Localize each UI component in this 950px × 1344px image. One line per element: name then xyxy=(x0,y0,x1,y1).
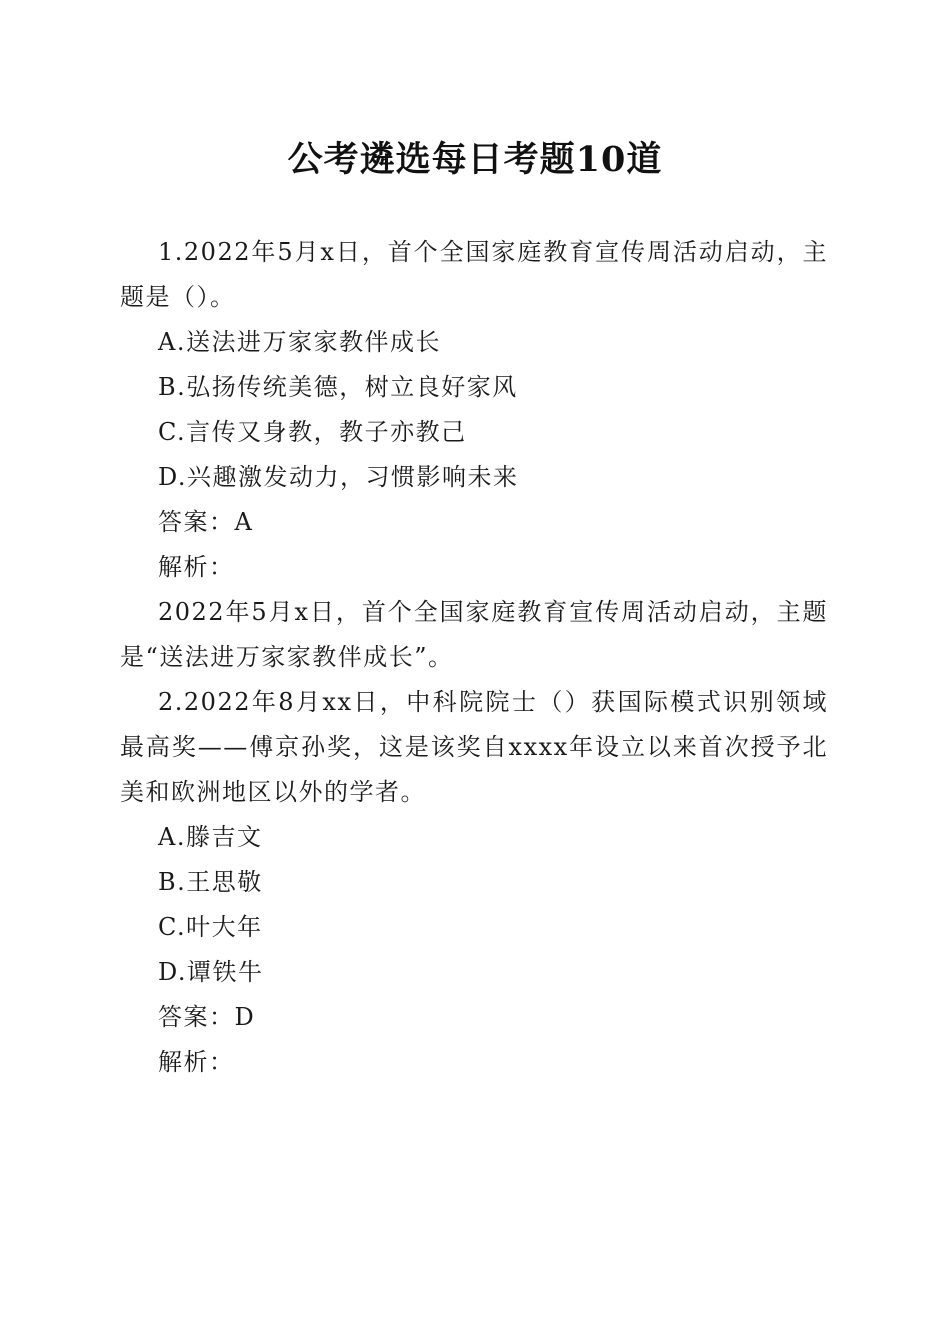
question-1-option-a: A.送法进万家家教伴成长 xyxy=(158,328,441,356)
question-1-option-c: C.言传又身教，教子亦教己 xyxy=(158,418,467,446)
question-1-answer: 答案：A xyxy=(158,508,254,536)
question-2-option-a: A.滕吉文 xyxy=(158,823,263,851)
question-1-option-d: D.兴趣激发动力，习惯影响未来 xyxy=(158,463,519,491)
question-1-stem: 1.2022年5月x日，首个全国家庭教育宣传周活动启动，主题是（）。 xyxy=(120,238,828,311)
question-2-answer: 答案：D xyxy=(158,1003,256,1031)
question-2-analysis-label: 解析： xyxy=(158,1048,235,1076)
document-title: 公考遴选每日考题10道 xyxy=(287,139,663,180)
question-2-stem: 2.2022年8月xx日，中科院院士（）获国际模式识别领域最高奖——傅京孙奖，这是该奖自xxxx年设立以来首次授予北美和欧洲地区以外的学者。 xyxy=(120,688,828,806)
question-1-option-b: B.弘扬传统美德，树立良好家风 xyxy=(158,373,518,401)
question-1-analysis: 2022年5月x日，首个全国家庭教育宣传周活动启动，主题是“送法进万家家教伴成长”。 xyxy=(120,598,828,671)
document-body xyxy=(120,230,828,1085)
question-1-analysis-label: 解析： xyxy=(158,553,235,581)
question-2-option-c: C.叶大年 xyxy=(158,913,263,941)
question-2-option-b: B.王思敬 xyxy=(158,868,263,896)
question-2-option-d: D.谭铁牛 xyxy=(158,958,264,986)
